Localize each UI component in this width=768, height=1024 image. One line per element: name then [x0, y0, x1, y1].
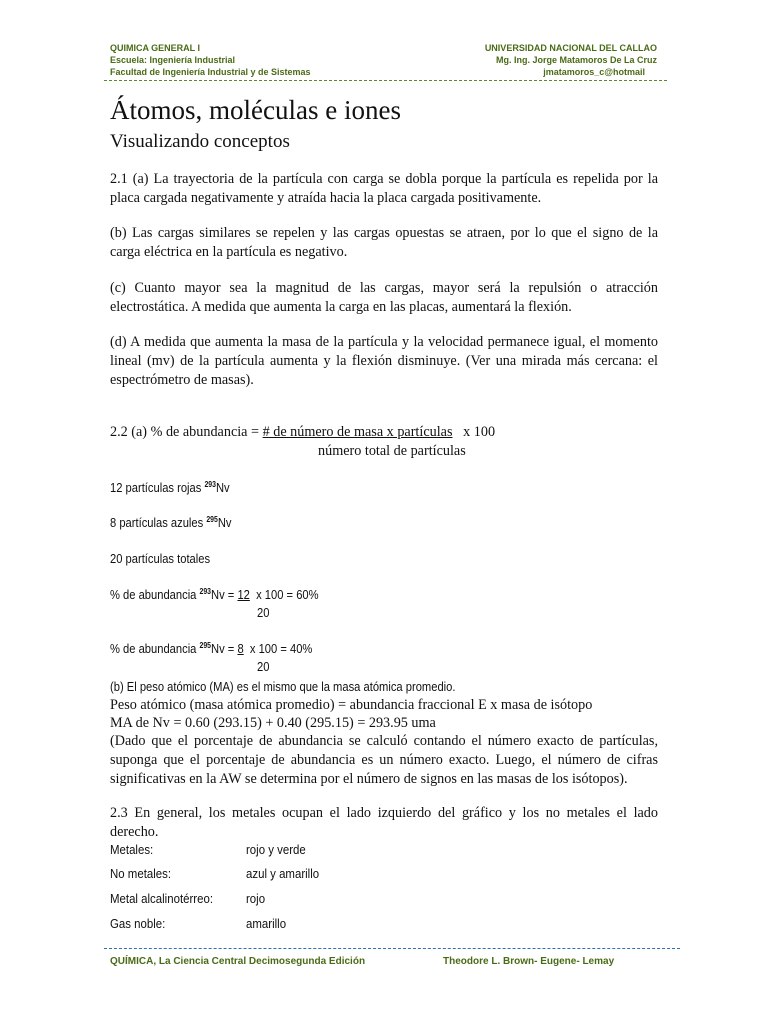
header-left — [110, 42, 311, 78]
page-subtitle: Visualizando conceptos — [110, 131, 290, 152]
weight-definition: Peso atómico (masa atómica promedio) = abundancia fraccional E x masa de isótopo — [110, 697, 593, 713]
answer-2-1-d: (d) A medida que aumenta la masa de la partícula y la velocidad permanece igual, el momento lineal (mv) de la partícula aumenta y la flexión disminuye. (Ver una mirada más cercana: el espectrómetro de masas). — [110, 334, 658, 388]
nonmetals-label: No metales: — [110, 866, 172, 881]
page-title: Átomos, moléculas e iones — [110, 95, 401, 125]
answer-2-1-c: (c) Cuanto mayor sea la magnitud de las cargas, mayor será la repulsión o atracción electrostática. A medida que aumenta la carga en las placas, aumentará la flexión. — [110, 280, 658, 315]
header-right — [485, 42, 657, 78]
professor-email: jmatamoros_c@hotmail — [543, 67, 645, 77]
calc-295-denominator: 20 — [257, 659, 270, 674]
nonmetals-value: azul y amarillo — [246, 866, 320, 881]
noble-gas-value: amarillo — [246, 916, 287, 931]
faculty-name: Facultad de Ingeniería Industrial y de Sistemas — [110, 67, 311, 77]
total-particles: 20 partículas totales — [110, 551, 211, 566]
university-name: UNIVERSIDAD NACIONAL DEL CALLAO — [484, 43, 657, 53]
metals-label: Metales: — [110, 842, 154, 857]
footer-divider — [104, 948, 680, 949]
answer-2-3: 2.3 En general, los metales ocupan el lado izquierdo del gráfico y los no metales el lado derecho. — [110, 805, 658, 840]
course-name: QUIMICA GENERAL I — [110, 43, 201, 53]
professor-name: Mg. Ing. Jorge Matamoros De La Cruz — [495, 55, 657, 65]
answer-2-1-a: 2.1 (a) La trayectoria de la partícula con carga se dobla porque la partícula es repelida por la placa cargada negativamente y atraída hacia la placa cargada positivamente. — [110, 171, 658, 206]
footer-book: QUÍMICA, La Ciencia Central Decimosegunda Edición — [110, 956, 366, 967]
school-name: Escuela: Ingeniería Industrial — [110, 55, 236, 65]
answer-2-1-b: (b) Las cargas similares se repelen y las cargas opuestas se atraen, por lo que el signo de la carga eléctrica en la partícula es negativo. — [110, 225, 658, 260]
formula-denominator: número total de partículas — [318, 443, 466, 459]
footer-authors: Theodore L. Brown- Eugene- Lemay — [443, 956, 615, 967]
alkaline-earth-value: rojo — [246, 891, 266, 906]
header-divider — [104, 80, 667, 81]
metals-value: rojo y verde — [246, 842, 306, 857]
answer-2-2-b: (b) El peso atómico (MA) es el mismo que la masa atómica promedio. — [110, 679, 456, 694]
abundance-calc-295: % de abundancia $^{295}$Nv = 8 x 100 = 40% — [110, 641, 313, 656]
blue-particles: 8 partículas azules $^{295}$Nv — [110, 515, 232, 530]
abundance-formula: 2.2 (a) % de abundancia = # de número de masa x partículas x 100 — [110, 424, 496, 440]
calc-293-denominator: 20 — [257, 605, 270, 620]
formula-numerator: # de número de masa x partículas — [262, 424, 453, 440]
abundance-note: (Dado que el porcentaje de abundancia se calculó contando el número exacto de partículas, suponga que el porcentaje de abundancia es un número exacto. Luego, el número de cifras significativas en la AW se determina por el número de signos en las masas de los isótopos). — [110, 733, 658, 787]
alkaline-earth-label: Metal alcalinotérreo: — [110, 891, 214, 906]
red-particles: 12 partículas rojas $^{293}$Nv — [110, 480, 230, 495]
weight-calculation: MA de Nv = 0.60 (293.15) + 0.40 (295.15) = 293.95 uma — [110, 715, 436, 731]
abundance-calc-293: % de abundancia $^{293}$Nv = 12 x 100 = 60% — [110, 587, 319, 602]
noble-gas-label: Gas noble: — [110, 916, 166, 931]
